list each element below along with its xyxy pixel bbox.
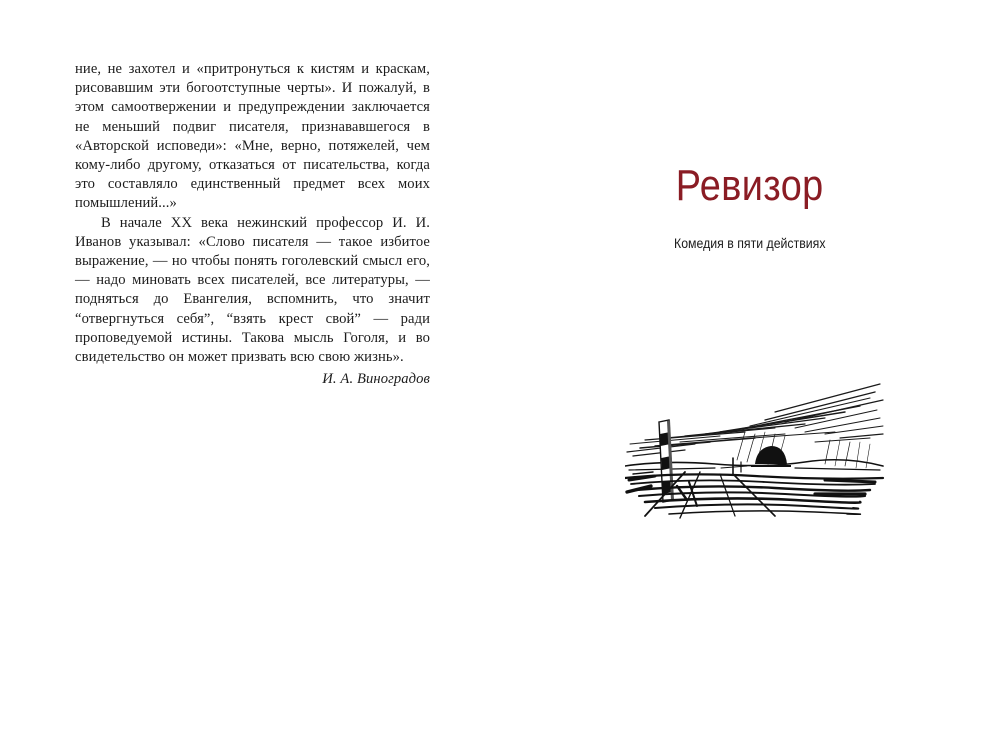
paragraph-1: ние, не захотел и «притронуться к кистям и краскам, рисовавшим эти богоотступные черты». И пожалуй, в этом самоотвержении и предупреждении заключается не меньший подвиг писателя, признававшегося в «Авторской исповеди»: «Мне, верно, потяжелей, чем кому-либо другому, отказаться от писательства, когда это составляло единственный предмет всех моих помышлений...» [75, 61, 430, 212]
landscape-illustration [625, 382, 885, 522]
haystack [751, 446, 791, 466]
milepost [659, 420, 674, 502]
fence-posts [721, 458, 747, 474]
paragraph-2: В начале XX века нежинский профессор И. И. Иванов указывал: «Слово писателя — такое избитое выражение, — но чтобы понять гоголевский смысл его, — надо миновать всех писателей, все литературы, — подняться до Евангелия, вспомнить, что значит “отвергнуться себя”, “взять крест свой” — ради проповедуемой истины. Такова мысль Гоголя, и во свидетельство он может призвать всю свою жизнь». [75, 214, 430, 366]
author-signature: И. А. Виноградов [322, 371, 430, 388]
book-subtitle: Комедия в пяти действиях [674, 235, 826, 251]
body-text [75, 60, 430, 389]
book-title: Ревизор [675, 161, 824, 210]
right-page [500, 0, 1000, 731]
